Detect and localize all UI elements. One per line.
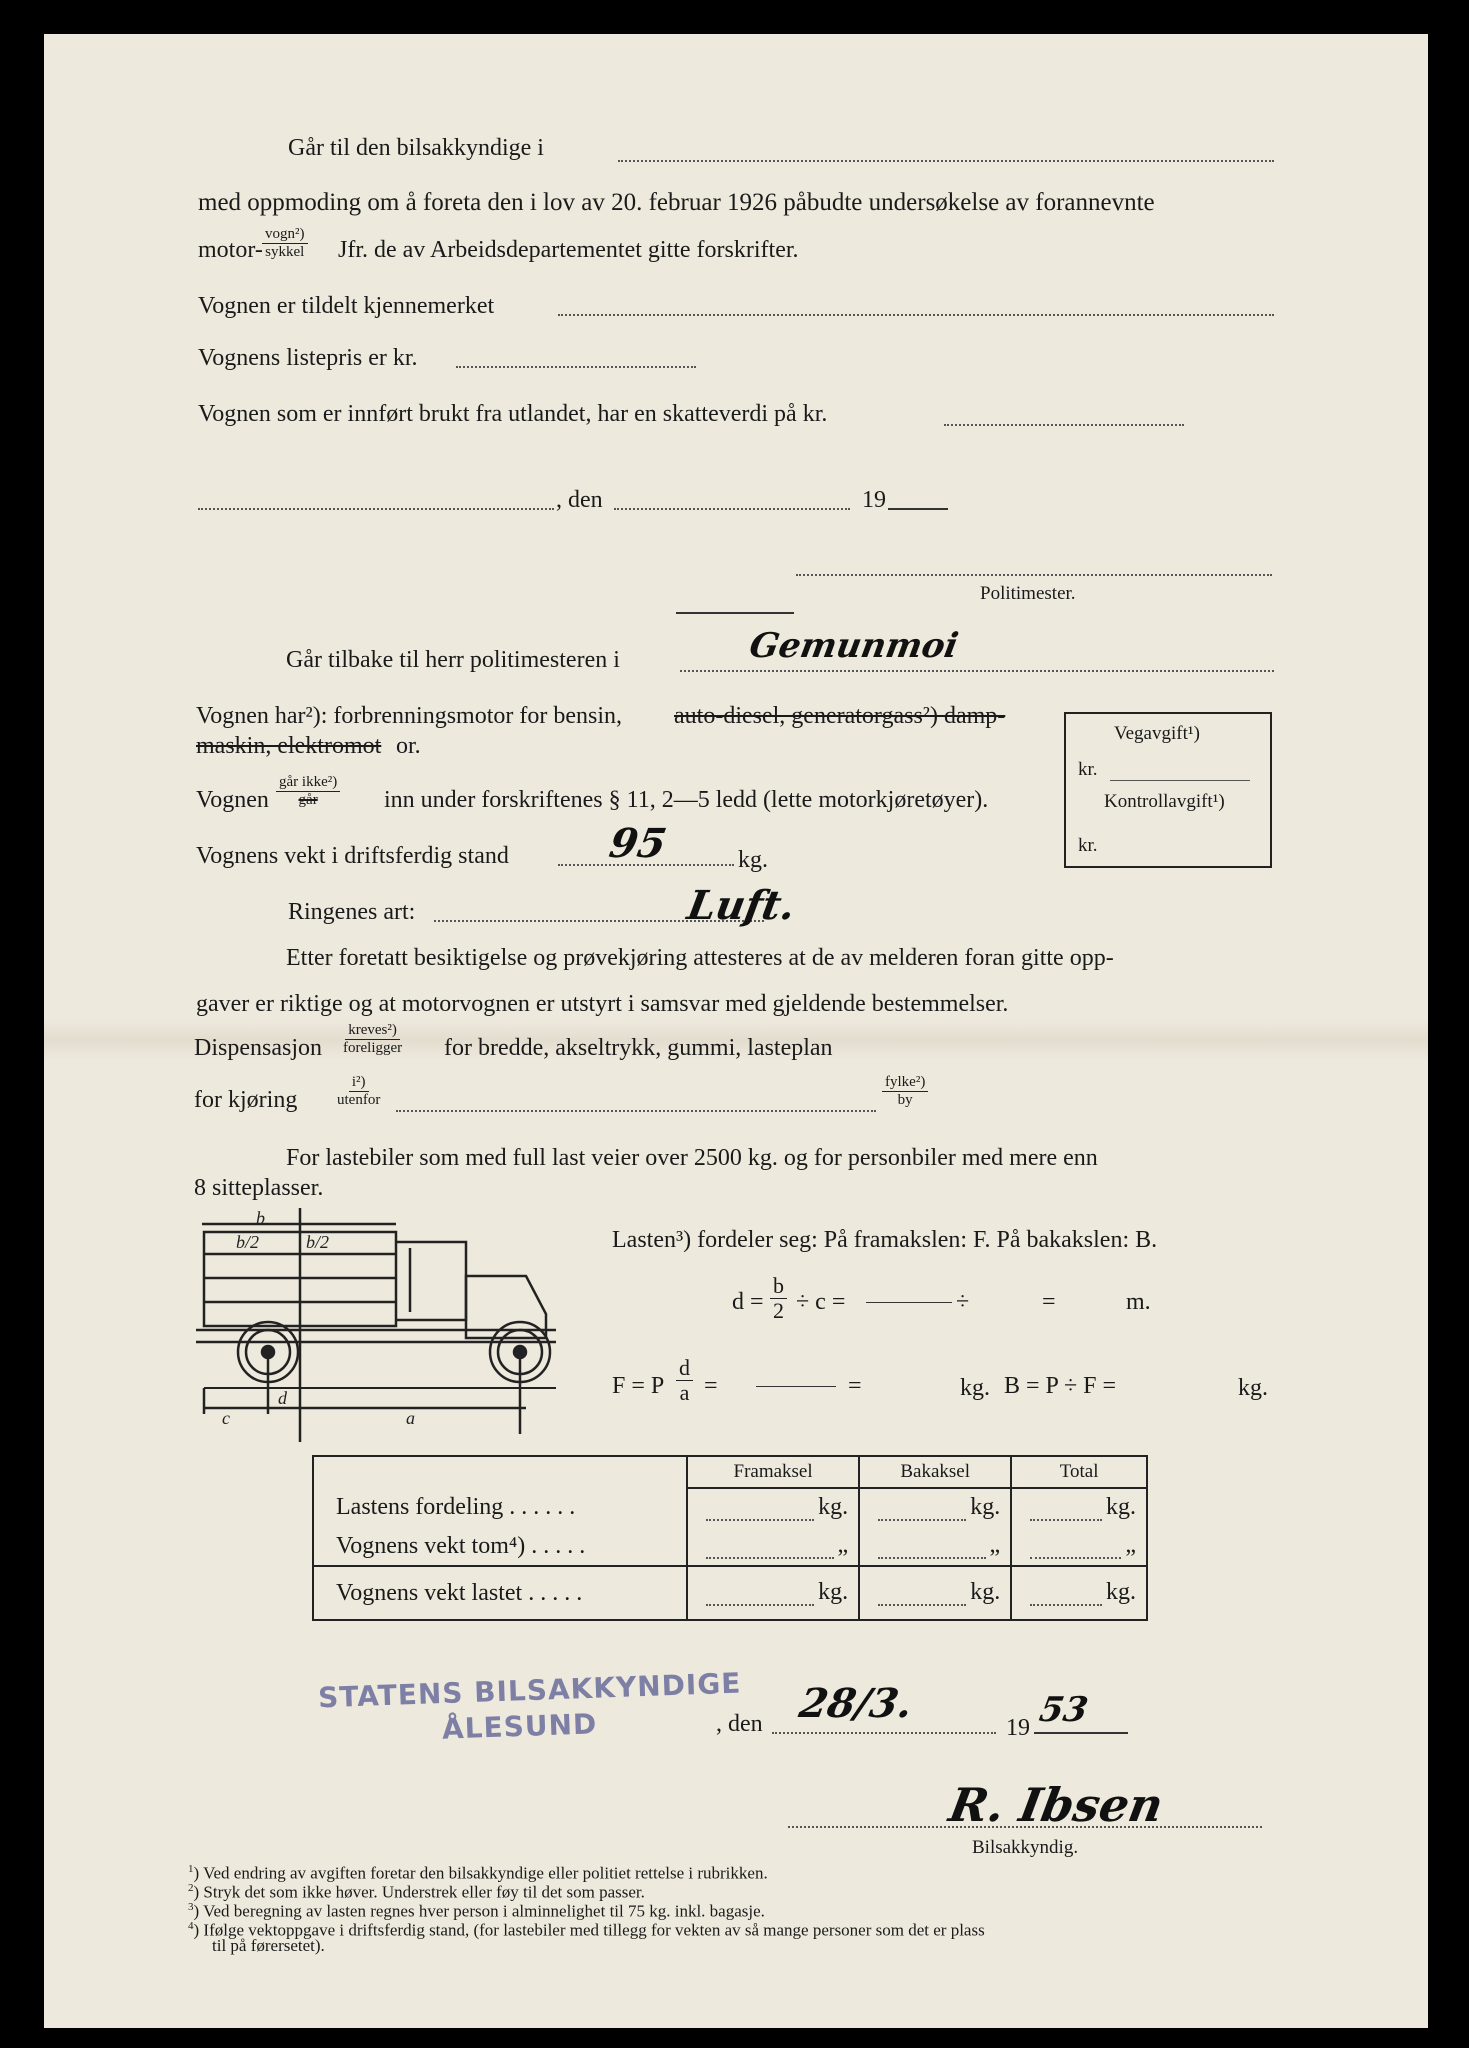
lastebil-text-2: 8 sitteplasser. — [194, 1175, 324, 1201]
cell-framaksel[interactable] — [687, 1488, 859, 1527]
avgift-box — [1064, 712, 1272, 868]
vegavgift-field[interactable] — [1110, 780, 1250, 781]
year-prefix-2: 19 — [1006, 1715, 1030, 1741]
attest-line-2: gaver er riktige og at motorvognen er utstyrt i samsvar med gjeldende bestemmelser. — [196, 991, 1009, 1017]
diagram-label-a: a — [406, 1408, 415, 1428]
motor-type-end: or. — [396, 733, 421, 759]
cell-bakaksel[interactable] — [859, 1566, 1011, 1620]
table-row — [313, 1527, 1147, 1566]
den-label-2: , den — [716, 1711, 763, 1737]
oppmoding-text: med oppmoding om å foreta den i lov av 20. februar 1926 påbudte undersøkelse av forannevnte — [198, 189, 1155, 216]
listepris-field[interactable] — [456, 366, 696, 368]
kjennemerke-field[interactable] — [558, 314, 1274, 316]
vogn-sykkel-fraction — [262, 226, 308, 260]
skatteverdi-label: Vognen som er innført brukt fra utlandet, har en skatteverdi på kr. — [198, 401, 828, 427]
d-minus-c: ÷ c = — [796, 1289, 846, 1315]
b-kg: kg. — [1238, 1375, 1268, 1401]
kjoring-field[interactable] — [396, 1110, 876, 1112]
tilbake-field[interactable] — [680, 670, 1274, 672]
date-field-2[interactable] — [772, 1732, 996, 1734]
diagram-label-d: d — [278, 1388, 287, 1408]
kontrollavgift-kr: kr. — [1078, 835, 1098, 856]
d-equals-2: = — [1042, 1289, 1056, 1315]
diagram-label-b: b — [256, 1208, 265, 1228]
year-field-2[interactable] — [1034, 1732, 1128, 1734]
cell-unit: kg. — [970, 1493, 1001, 1520]
diagram-label-b2-right: b/2 — [306, 1232, 330, 1252]
attest-line-1: Etter foretatt besiktigelse og prøvekjøring attesteres at de av melderen foran gitte opp- — [286, 945, 1114, 971]
tilbake-handwritten: Gemunmoi — [746, 626, 962, 666]
forskrift-text: inn under forskriftenes § 11, 2—5 ledd (lette motorkjøretøyer). — [384, 787, 989, 813]
table-row — [313, 1488, 1147, 1527]
cell-unit: kg. — [970, 1578, 1001, 1605]
cell-unit: kg. — [818, 1493, 849, 1520]
cell-bakaksel[interactable] — [859, 1527, 1011, 1566]
cell-total[interactable] — [1011, 1527, 1147, 1566]
motor-type-struck-2: maskin, elektromot — [196, 733, 382, 759]
cell-framaksel[interactable] — [687, 1566, 859, 1620]
cell-total[interactable] — [1011, 1566, 1147, 1620]
motor-type-prefix: Vognen har²): forbrenningsmotor for bensin, — [196, 703, 622, 729]
year-handwritten: 53 — [1036, 1690, 1091, 1730]
d-numerator: d — [676, 1356, 693, 1381]
den-label-1: , den — [556, 487, 603, 513]
fylke-by-fraction — [882, 1074, 928, 1108]
vekt-handwritten: 95 — [605, 820, 670, 867]
table-header-framaksel: Framaksel — [687, 1456, 859, 1488]
f-equals-3: = — [848, 1373, 862, 1399]
section-divider — [676, 612, 794, 614]
gaar-prefix: Vognen — [196, 787, 269, 813]
vegavgift-label: Vegavgift¹) — [1114, 723, 1200, 744]
sykkel-option: sykkel — [265, 243, 305, 260]
politimester-signature-field[interactable] — [796, 574, 1272, 576]
bilsakkyndig-label: Bilsakkyndig. — [972, 1837, 1079, 1858]
kjennemerke-label: Vognen er tildelt kjennemerket — [198, 293, 495, 319]
footnote-4: $^4$) Ifølge vektoppgave i driftsferdig stand, (for lastebiler med tillegg for vekten av så mange personer som det er plass — [188, 1920, 985, 1940]
b-formula: B = P ÷ F = — [1004, 1373, 1117, 1399]
table-header-empty — [313, 1456, 687, 1488]
f-field[interactable] — [756, 1386, 836, 1387]
bilsakkyndig-line-label: Går til den bilsakkyndige i — [288, 135, 544, 161]
d-unit: m. — [1126, 1289, 1151, 1315]
gaar-option: går — [298, 791, 318, 808]
stamp-line-2: ÅLESUND — [441, 1707, 598, 1746]
lasten-text: Lasten³) fordeler seg: På framakslen: F. På bakakslen: B. — [612, 1227, 1158, 1253]
stamp-line-1: STATENS BILSAKKYNDIGE — [317, 1666, 742, 1715]
b-denominator: 2 — [773, 1298, 784, 1324]
kreves-option: kreves²) — [345, 1022, 400, 1040]
skatteverdi-field[interactable] — [944, 424, 1184, 426]
dispensasjon-text: for bredde, akseltrykk, gummi, lasteplan — [444, 1035, 833, 1061]
table-header-total: Total — [1011, 1456, 1147, 1488]
f-kg: kg. — [960, 1375, 990, 1401]
date-handwritten: 28/3. — [795, 1680, 917, 1727]
utenfor-option: utenfor — [337, 1091, 381, 1108]
footnote-1: $^1$) Ved endring av avgiften foretar den bilsakkyndige eller politiet rettelse i rubrikken. — [188, 1863, 768, 1883]
table-header-bakaksel: Bakaksel — [859, 1456, 1011, 1488]
kreves-fraction — [340, 1022, 405, 1056]
row-label-vekt-tom: Vognens vekt tom⁴) . . . . . — [313, 1527, 687, 1566]
foreligger-option: foreligger — [343, 1039, 403, 1056]
footnote-2: $^2$) Stryk det som ikke høver. Understrek eller føy til det som passer. — [188, 1882, 645, 1902]
cell-unit: „ — [1125, 1531, 1136, 1558]
kontrollavgift-label: Kontrollavgift¹) — [1104, 791, 1225, 812]
lastebil-text-1: For lastebiler som med full last veier over 2500 kg. og for personbiler med mere enn — [286, 1145, 1098, 1171]
ringer-label: Ringenes art: — [288, 899, 416, 925]
ringer-handwritten: Luft. — [683, 882, 799, 929]
diagram-label-c: c — [222, 1408, 230, 1428]
place-field[interactable] — [198, 508, 554, 510]
truck-diagram — [196, 1202, 576, 1442]
forskrifter-text: Jfr. de av Arbeidsdepartementet gitte forskrifter. — [338, 237, 799, 263]
listepris-label: Vognens listepris er kr. — [198, 345, 418, 371]
year-field-1[interactable] — [888, 508, 948, 510]
kjoring-label: for kjøring — [194, 1087, 298, 1113]
vegavgift-kr: kr. — [1078, 759, 1098, 780]
cell-unit: „ — [837, 1531, 849, 1558]
cell-unit: kg. — [818, 1578, 849, 1605]
cell-bakaksel[interactable] — [859, 1488, 1011, 1527]
footnote-4-cont: til på førersetet). — [212, 1936, 325, 1955]
tilbake-label: Går tilbake til herr politimesteren i — [286, 647, 620, 673]
cell-framaksel[interactable] — [687, 1527, 859, 1566]
footnote-3: $^3$) Ved beregning av lasten regnes hver person i alminnelighet til 75 kg. inkl. bagasje. — [188, 1901, 765, 1921]
d-equals: d = — [732, 1289, 764, 1315]
dispensasjon-label: Dispensasjon — [194, 1035, 322, 1061]
f-equals-2: = — [704, 1373, 718, 1399]
i-option: i²) — [349, 1074, 369, 1092]
date-field-1[interactable] — [614, 508, 850, 510]
vekt-unit: kg. — [738, 847, 768, 873]
gaar-ikke-option: går ikke²) — [276, 774, 340, 792]
b-numerator: b — [770, 1274, 787, 1299]
d-over-a-fraction — [676, 1356, 693, 1405]
motor-type-struck-1: auto-diesel, generatorgass²) damp- — [674, 703, 1006, 729]
gaar-fraction — [276, 774, 340, 808]
cell-total[interactable] — [1011, 1488, 1147, 1527]
vogn-option: vogn²) — [262, 226, 308, 244]
load-table — [312, 1455, 1148, 1621]
cell-unit: „ — [989, 1531, 1001, 1558]
year-prefix-1: 19 — [862, 487, 886, 513]
f-equals-p: F = P — [612, 1373, 665, 1399]
vekt-label: Vognens vekt i driftsferdig stand — [196, 843, 509, 869]
b-half-fraction — [770, 1274, 787, 1323]
d-minus: ÷ — [956, 1289, 970, 1315]
by-option: by — [897, 1091, 913, 1108]
cell-unit: kg. — [1106, 1493, 1136, 1520]
row-label-vekt-lastet: Vognens vekt lastet . . . . . — [336, 1579, 583, 1606]
bilsakkyndig-line-field[interactable] — [618, 160, 1274, 162]
row-label-lastens-fordeling: Lastens fordeling . . . . . . — [336, 1494, 576, 1520]
cell-unit: kg. — [1106, 1578, 1136, 1605]
diagram-label-b2-left: b/2 — [236, 1232, 260, 1252]
i-utenfor-fraction — [334, 1074, 383, 1108]
motor-prefix: motor- — [198, 237, 263, 263]
politimester-label: Politimester. — [980, 583, 1076, 604]
bilsakkyndig-signature: R. Ibsen — [945, 1778, 1168, 1832]
d-field-1[interactable] — [866, 1302, 952, 1303]
a-denominator: a — [679, 1380, 690, 1406]
fylke-option: fylke²) — [882, 1074, 928, 1092]
table-row — [313, 1566, 1147, 1620]
